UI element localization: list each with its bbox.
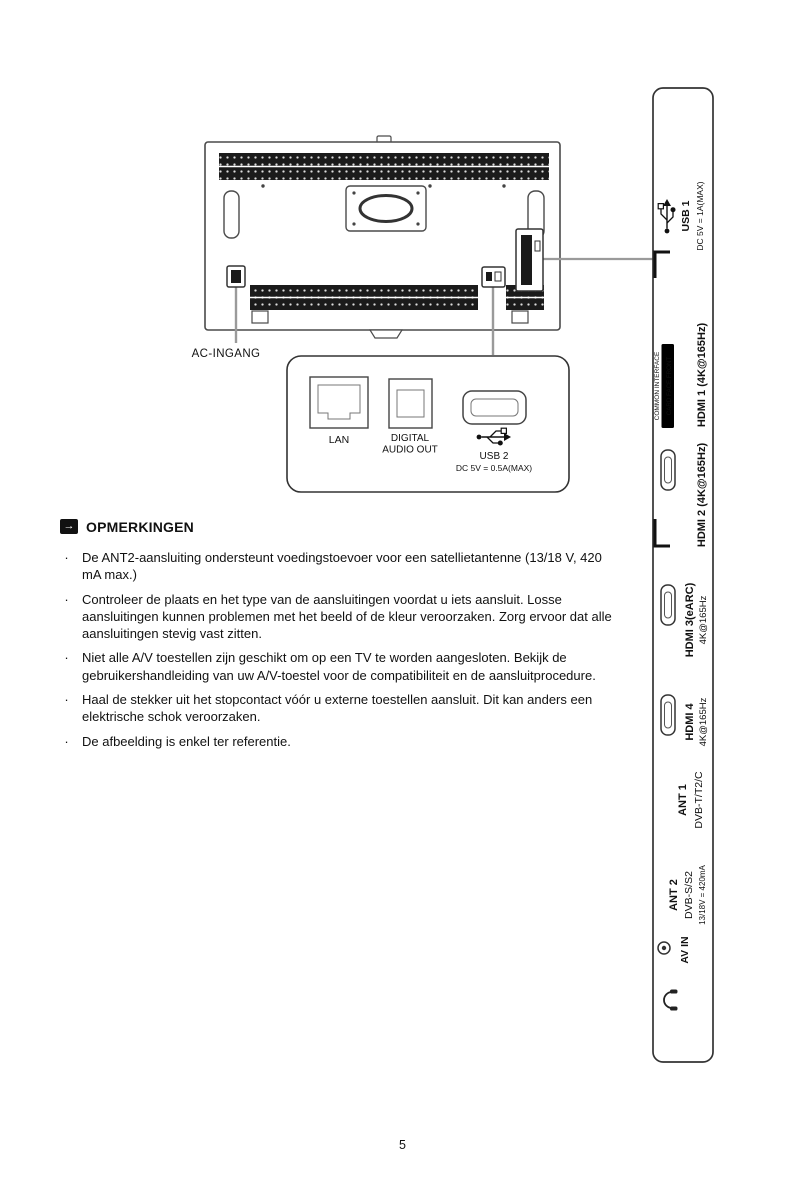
bottom-panel-connector	[482, 267, 505, 287]
page-number: 5	[399, 1138, 406, 1152]
ac-power-connector	[227, 266, 245, 287]
tv-stand-mount	[370, 330, 402, 338]
hdmi4-spec: 4K@165Hz	[698, 697, 709, 747]
ant2-power-spec: 13/18V = 420mA	[698, 865, 707, 925]
screw	[502, 184, 505, 187]
notes-title: OPMERKINGEN	[86, 518, 194, 535]
digital-audio-label-line1: DIGITAL	[390, 433, 430, 444]
note-text: Controleer de plaats en het type van de aansluitingen voordat u iets aansluit. Losse aansluitingen kunnen problemen met het beeld of de kleur veroorzaken. Zorg ervoor dat alle aansluitingen stevig vast zitten.	[82, 591, 612, 642]
hdmi-port-icon	[661, 450, 675, 490]
av-in-label: AV IN	[679, 936, 691, 964]
note-item	[60, 649, 622, 684]
ant1-spec: DVB-T/T2/C	[693, 771, 705, 829]
tv-foot-left	[252, 311, 268, 323]
notes-section	[60, 517, 622, 757]
side-panel-connector	[516, 229, 543, 291]
usb2-label: USB 2	[479, 451, 509, 462]
ac-ingang-label: AC-INGANG	[191, 348, 261, 360]
hdmi-port-icon	[661, 585, 675, 625]
hdmi-port-icon	[661, 695, 675, 735]
hdmi3-label: HDMI 3(eARC)	[684, 582, 696, 658]
usb2-port	[463, 391, 526, 424]
bullet-marker: ·	[64, 591, 69, 607]
common-interface-label: COMMON INTERFACE	[654, 351, 661, 421]
screw	[428, 184, 431, 187]
vesa-mount	[346, 186, 426, 231]
note-item	[60, 733, 622, 750]
tv-back-diagram	[205, 136, 654, 355]
hdmi2-label: HDMI 2 (4K@165Hz)	[696, 442, 708, 548]
ant2-spec: DVB-S/S2	[683, 871, 695, 919]
usb1-label: USB 1	[680, 200, 692, 232]
digital-audio-out-port	[389, 379, 432, 428]
note-text: Haal de stekker uit het stopcontact vóór u externe toestellen aansluit. Dit kan anders een elektrische schok veroorzaken.	[82, 691, 593, 725]
hdmi1-label: HDMI 1 (4K@165Hz)	[696, 322, 708, 428]
notes-list	[60, 549, 622, 750]
bullet-marker: ·	[64, 550, 69, 565]
note-arrow-icon: →	[60, 519, 78, 534]
note-text: De ANT2-aansluiting ondersteunt voedingstoevoer voor een satellietantenne (13/18 V, 420 mA max.)	[82, 550, 602, 583]
lan-label: LAN	[328, 434, 350, 446]
hdmi3-spec: 4K@165Hz	[698, 595, 709, 645]
hdmi4-label: HDMI 4	[684, 703, 696, 741]
note-text: De afbeelding is enkel ter referentie.	[82, 733, 291, 749]
note-item	[60, 591, 622, 643]
bullet-marker: ·	[64, 733, 69, 749]
note-text: Niet alle A/V toestellen zijn geschikt om op een TV te worden aangesloten. Bekijk de gebruikershandleiding van uw A/V-toestel voor de compatibiliteit en de aansluitprocedure.	[82, 650, 596, 683]
left-slot	[224, 191, 239, 238]
tv-foot-right	[512, 311, 528, 323]
digital-audio-label-line2: AUDIO OUT	[382, 444, 438, 456]
side-panel-strip	[653, 88, 713, 1062]
usb2-spec: DC 5V = 0.5A(MAX)	[455, 463, 533, 473]
note-item	[60, 549, 622, 584]
notes-header	[60, 517, 622, 536]
ant2-label: ANT 2	[668, 879, 680, 911]
lan-port	[310, 377, 368, 428]
bullet-marker: ·	[64, 650, 69, 666]
usb1-spec: DC 5V = 1A(MAX)	[695, 181, 705, 251]
ci-card-label: CARD FACE FRONT	[666, 356, 673, 416]
screw	[261, 184, 264, 187]
connection-inset	[287, 356, 569, 492]
ant1-label: ANT 1	[677, 784, 689, 816]
note-item	[60, 691, 622, 726]
bullet-marker: ·	[64, 691, 69, 707]
